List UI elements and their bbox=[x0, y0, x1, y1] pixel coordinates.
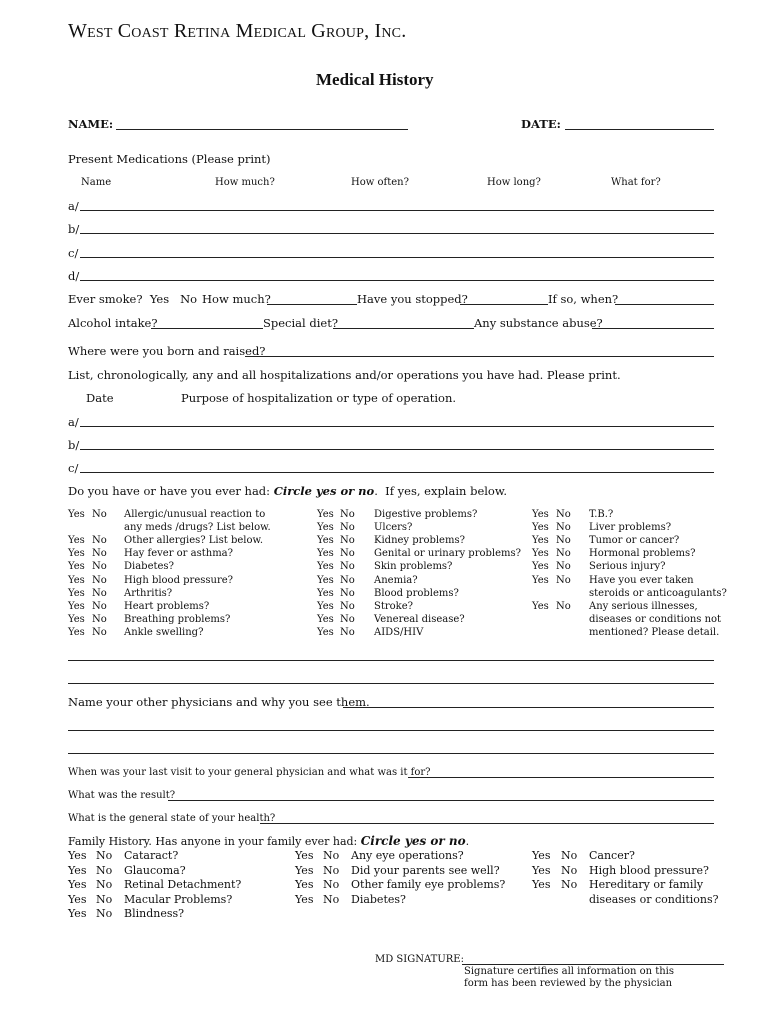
family-condition-label: Cancer? bbox=[589, 849, 635, 862]
no-option[interactable]: No bbox=[340, 600, 355, 612]
smoke-question: Ever smoke? Yes No bbox=[68, 292, 198, 306]
yes-option[interactable]: Yes bbox=[68, 587, 85, 599]
yes-option[interactable]: Yes bbox=[68, 863, 87, 877]
no-option[interactable]: No bbox=[96, 907, 113, 920]
yes-option[interactable]: Yes bbox=[295, 849, 314, 862]
family-condition-label: Did your parents see well? bbox=[351, 863, 500, 877]
med-col-how-long: How long? bbox=[487, 177, 541, 188]
no-option[interactable]: No bbox=[92, 535, 107, 547]
smoke-how-much-label: How much? bbox=[202, 292, 271, 306]
result-field[interactable] bbox=[168, 800, 714, 801]
yes-option[interactable]: Yes bbox=[68, 626, 85, 638]
yes-option[interactable]: Yes bbox=[68, 574, 85, 586]
condition-label: mentioned? Please detail. bbox=[589, 626, 720, 638]
hosp-line-a[interactable] bbox=[80, 426, 714, 427]
condition-label: diseases or conditions not bbox=[589, 613, 722, 625]
condition-label: Tumor or cancer? bbox=[589, 535, 680, 547]
condition-label: Skin problems? bbox=[374, 561, 453, 573]
conditions-q-post: . If yes, explain below. bbox=[374, 484, 507, 498]
no-option[interactable]: No bbox=[323, 849, 340, 862]
yes-option[interactable]: Yes bbox=[295, 878, 314, 891]
condition-label: Digestive problems? bbox=[374, 509, 478, 520]
no-option[interactable]: No bbox=[556, 548, 571, 560]
no-option[interactable]: No bbox=[92, 613, 107, 625]
page-title: Medical History bbox=[316, 70, 434, 89]
no-option[interactable]: No bbox=[323, 878, 340, 891]
no-option[interactable]: No bbox=[556, 600, 571, 612]
yes-option[interactable]: Yes bbox=[532, 561, 549, 573]
med-letter-d: d/ bbox=[68, 269, 80, 283]
condition-label: Kidney problems? bbox=[374, 535, 465, 547]
hospitalizations-heading: List, chronologically, any and all hospitalizations and/or operations you have had. Please print. bbox=[68, 368, 621, 382]
condition-label: Anemia? bbox=[374, 574, 418, 586]
yes-option[interactable]: Yes bbox=[68, 600, 85, 612]
no-option[interactable]: No bbox=[323, 863, 340, 877]
no-option[interactable]: No bbox=[96, 892, 113, 906]
condition-label: Hormonal problems? bbox=[589, 548, 696, 560]
no-option[interactable]: No bbox=[92, 561, 107, 573]
no-option[interactable]: No bbox=[96, 878, 113, 891]
family-pre: Family History. Has anyone in your family ever had: bbox=[68, 835, 361, 848]
condition-label: Ulcers? bbox=[374, 522, 413, 534]
yes-option[interactable]: Yes bbox=[317, 548, 334, 560]
condition-label: any meds /drugs? List below. bbox=[124, 522, 271, 534]
hosp-line-b[interactable] bbox=[80, 449, 714, 450]
explain-line-2[interactable] bbox=[68, 683, 714, 684]
yes-option[interactable]: Yes bbox=[317, 522, 334, 534]
yes-option[interactable]: Yes bbox=[68, 849, 87, 862]
no-option[interactable]: No bbox=[340, 626, 355, 638]
md-signature-field[interactable] bbox=[462, 964, 724, 965]
yes-option[interactable]: Yes bbox=[68, 548, 85, 560]
yes-option[interactable]: Yes bbox=[317, 509, 334, 520]
substance-label: Any substance abuse? bbox=[474, 316, 603, 330]
condition-label: steroids or anticoagulants? bbox=[589, 587, 727, 599]
no-option[interactable]: No bbox=[96, 849, 113, 862]
family-condition-label: Any eye operations? bbox=[351, 849, 464, 862]
last-visit-field[interactable] bbox=[408, 777, 714, 778]
no-option[interactable]: No bbox=[92, 548, 107, 560]
family-condition-label: diseases or conditions? bbox=[589, 892, 719, 906]
condition-label: Stroke? bbox=[374, 600, 414, 612]
no-option[interactable]: No bbox=[340, 535, 355, 547]
med-col-what-for: What for? bbox=[611, 177, 661, 188]
stopped-field[interactable] bbox=[460, 304, 548, 305]
no-option[interactable]: No bbox=[556, 522, 571, 534]
med-col-how-much: How much? bbox=[215, 177, 275, 188]
diet-label: Special diet? bbox=[263, 316, 338, 330]
hosp-letter-a: a/ bbox=[68, 415, 79, 429]
yes-option[interactable]: Yes bbox=[532, 600, 549, 612]
yes-option[interactable]: Yes bbox=[532, 522, 549, 534]
no-option[interactable]: No bbox=[92, 626, 107, 638]
med-col-how-often: How often? bbox=[351, 177, 409, 188]
signature-note-1: Signature certifies all information on this bbox=[464, 966, 675, 977]
med-letter-c: c/ bbox=[68, 246, 79, 260]
condition-label: Blood problems? bbox=[374, 587, 459, 599]
condition-label: High blood pressure? bbox=[124, 574, 234, 586]
condition-label: Allergic/unusual reaction to bbox=[124, 509, 266, 520]
no-option[interactable]: No bbox=[92, 509, 107, 520]
no-option[interactable]: No bbox=[96, 863, 113, 877]
family-history-heading bbox=[68, 834, 469, 848]
condition-label: Have you ever taken bbox=[589, 574, 694, 586]
yes-option[interactable]: Yes bbox=[532, 863, 551, 877]
health-state-label: What is the general state of your health? bbox=[68, 813, 276, 824]
explain-line-1[interactable] bbox=[68, 660, 714, 661]
physicians-line-3[interactable] bbox=[68, 753, 714, 754]
other-physicians-label: Name your other physicians and why you see them. bbox=[68, 695, 370, 709]
no-option[interactable]: No bbox=[92, 574, 107, 586]
condition-label: Arthritis? bbox=[124, 587, 173, 599]
yes-option[interactable]: Yes bbox=[317, 613, 334, 625]
no-option[interactable]: No bbox=[556, 574, 571, 586]
company-name: West Coast Retina Medical Group, Inc. bbox=[68, 20, 407, 42]
med-line-c[interactable] bbox=[80, 257, 714, 258]
yes-option[interactable]: Yes bbox=[532, 849, 551, 862]
condition-label: AIDS/HIV bbox=[374, 626, 424, 638]
family-condition-label: Macular Problems? bbox=[124, 892, 233, 906]
family-condition-label: Glaucoma? bbox=[124, 863, 186, 877]
yes-option[interactable]: Yes bbox=[68, 892, 87, 906]
family-condition-label: Diabetes? bbox=[351, 892, 406, 906]
yes-option[interactable]: Yes bbox=[317, 574, 334, 586]
alcohol-label: Alcohol intake? bbox=[68, 316, 158, 330]
condition-label: Venereal disease? bbox=[374, 613, 465, 625]
no-option[interactable]: No bbox=[340, 561, 355, 573]
name-label: NAME: bbox=[68, 117, 114, 131]
hosp-letter-b: b/ bbox=[68, 438, 80, 452]
family-condition-label: Blindness? bbox=[124, 907, 185, 920]
no-option[interactable]: No bbox=[340, 548, 355, 560]
other-physicians-field[interactable] bbox=[343, 707, 714, 708]
if-so-when-field[interactable] bbox=[615, 304, 714, 305]
hosp-letter-c: c/ bbox=[68, 461, 79, 475]
conditions-q-em: Circle yes or no bbox=[273, 484, 375, 498]
no-option[interactable]: No bbox=[92, 600, 107, 612]
no-option[interactable]: No bbox=[340, 509, 355, 520]
medications-heading: Present Medications (Please print) bbox=[68, 152, 271, 166]
yes-option[interactable]: Yes bbox=[532, 548, 549, 560]
family-condition-label: Cataract? bbox=[124, 849, 179, 862]
condition-label: Heart problems? bbox=[124, 600, 210, 612]
hosp-col-purpose: Purpose of hospitalization or type of operation. bbox=[181, 391, 457, 405]
condition-label: T.B.? bbox=[589, 509, 614, 520]
med-line-b[interactable] bbox=[80, 233, 714, 234]
yes-option[interactable]: Yes bbox=[317, 561, 334, 573]
condition-label: Serious injury? bbox=[589, 561, 666, 573]
condition-label: Diabetes? bbox=[124, 561, 174, 573]
signature-note-2: form has been reviewed by the physician bbox=[464, 978, 673, 989]
born-label: Where were you born and raised? bbox=[68, 344, 266, 358]
yes-option[interactable]: Yes bbox=[295, 863, 314, 877]
med-col-name: Name bbox=[81, 177, 112, 188]
family-condition-label: Hereditary or family bbox=[589, 878, 704, 891]
yes-option[interactable]: Yes bbox=[317, 535, 334, 547]
family-em: Circle yes or no bbox=[360, 834, 466, 848]
yes-option[interactable]: Yes bbox=[68, 878, 87, 891]
conditions-question bbox=[68, 484, 507, 498]
condition-label: Other allergies? List below. bbox=[124, 535, 264, 547]
if-so-when-label: If so, when? bbox=[548, 292, 619, 306]
family-condition-label: High blood pressure? bbox=[589, 863, 709, 877]
condition-label: Any serious illnesses, bbox=[589, 600, 698, 612]
family-post: . bbox=[465, 835, 470, 848]
condition-label: Genital or urinary problems? bbox=[374, 548, 522, 560]
name-field[interactable] bbox=[116, 129, 408, 130]
yes-option[interactable]: Yes bbox=[317, 626, 334, 638]
conditions-q-pre: Do you have or have you ever had: bbox=[68, 484, 274, 498]
condition-label: Liver problems? bbox=[589, 522, 672, 534]
no-option[interactable]: No bbox=[561, 878, 578, 891]
born-field[interactable] bbox=[245, 356, 714, 357]
yes-option[interactable]: Yes bbox=[68, 535, 85, 547]
yes-option[interactable]: Yes bbox=[317, 587, 334, 599]
no-option[interactable]: No bbox=[340, 522, 355, 534]
condition-label: Ankle swelling? bbox=[124, 626, 204, 638]
yes-option[interactable]: Yes bbox=[295, 892, 314, 906]
no-option[interactable]: No bbox=[556, 509, 571, 520]
no-option[interactable]: No bbox=[323, 892, 340, 906]
alcohol-field[interactable] bbox=[151, 328, 263, 329]
med-line-d[interactable] bbox=[80, 280, 714, 281]
diet-field[interactable] bbox=[333, 328, 474, 329]
yes-option[interactable]: Yes bbox=[68, 509, 85, 520]
condition-label: Hay fever or asthma? bbox=[124, 548, 233, 560]
stopped-label: Have you stopped? bbox=[357, 292, 468, 306]
yes-option[interactable]: Yes bbox=[532, 509, 549, 520]
no-option[interactable]: No bbox=[556, 535, 571, 547]
date-field[interactable] bbox=[565, 129, 714, 130]
yes-option[interactable]: Yes bbox=[68, 561, 85, 573]
no-option[interactable]: No bbox=[556, 561, 571, 573]
yes-option[interactable]: Yes bbox=[532, 878, 551, 891]
physicians-line-2[interactable] bbox=[68, 730, 714, 731]
yes-option[interactable]: Yes bbox=[532, 574, 549, 586]
smoke-how-much-field[interactable] bbox=[267, 304, 357, 305]
yes-option[interactable]: Yes bbox=[68, 907, 87, 920]
family-condition-label: Other family eye problems? bbox=[351, 878, 506, 891]
yes-option[interactable]: Yes bbox=[68, 613, 85, 625]
date-label: DATE: bbox=[521, 117, 561, 131]
no-option[interactable]: No bbox=[561, 849, 578, 862]
med-letter-a: a/ bbox=[68, 199, 79, 213]
no-option[interactable]: No bbox=[561, 863, 578, 877]
yes-option[interactable]: Yes bbox=[532, 535, 549, 547]
result-label: What was the result? bbox=[68, 790, 176, 801]
no-option[interactable]: No bbox=[340, 613, 355, 625]
med-line-a[interactable] bbox=[80, 210, 714, 211]
hosp-col-date: Date bbox=[86, 391, 114, 405]
no-option[interactable]: No bbox=[340, 574, 355, 586]
no-option[interactable]: No bbox=[340, 587, 355, 599]
condition-label: Breathing problems? bbox=[124, 613, 231, 625]
med-letter-b: b/ bbox=[68, 222, 80, 236]
no-option[interactable]: No bbox=[92, 587, 107, 599]
substance-field[interactable] bbox=[592, 328, 714, 329]
md-signature-label: MD SIGNATURE: bbox=[375, 954, 464, 965]
health-state-field[interactable] bbox=[260, 823, 714, 824]
last-visit-label: When was your last visit to your general physician and what was it for? bbox=[68, 767, 431, 778]
hosp-line-c[interactable] bbox=[80, 472, 714, 473]
yes-option[interactable]: Yes bbox=[317, 600, 334, 612]
family-condition-label: Retinal Detachment? bbox=[124, 878, 242, 891]
